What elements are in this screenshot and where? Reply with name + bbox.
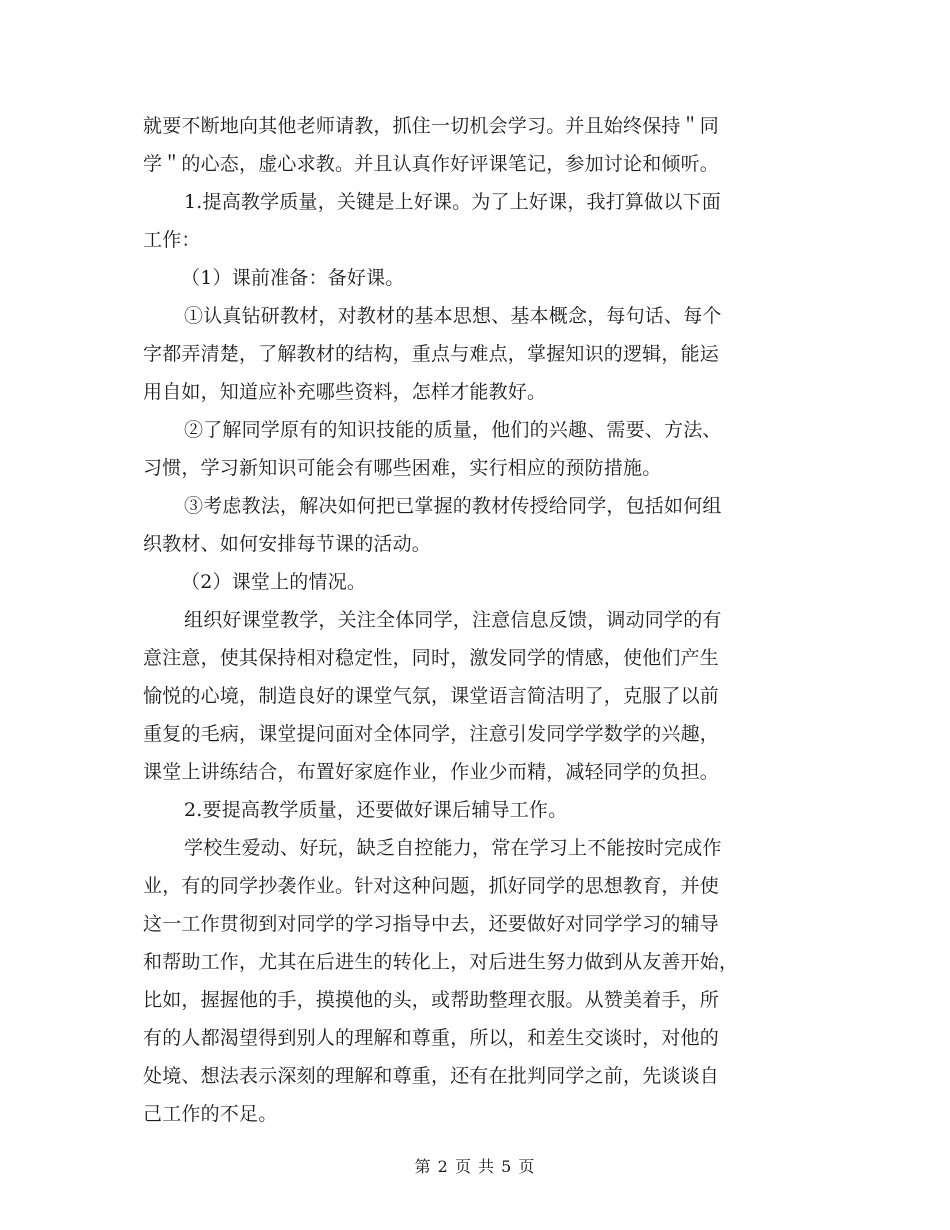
text-line: 1.提高教学质量，关键是上好课。为了上好课，我打算做以下面 xyxy=(184,191,721,213)
page-number-footer: 第 2 页 共 5 页 xyxy=(414,1157,536,1176)
text-line: 就要不断地向其他老师请教，抓住一切机会学习。并且始终保持＂同 xyxy=(143,115,720,137)
text-line: 学校生爱动、好玩，缺乏自控能力，常在学习上不能按时完成作 xyxy=(184,837,722,859)
text-line: 习惯，学习新知识可能会有哪些困难，实行相应的预防措施。 xyxy=(143,457,662,479)
text-line: ②了解同学原有的知识技能的质量，他们的兴趣、需要、方法、 xyxy=(184,419,722,441)
document-body xyxy=(143,107,808,1133)
text-line: 这一工作贯彻到对同学的学习指导中去，还要做好对同学学习的辅导 xyxy=(143,913,720,935)
text-line: 用自如，知道应补充哪些资料，怎样才能教好。 xyxy=(143,381,547,403)
text-line: 学＂的心态，虚心求教。并且认真作好评课笔记，参加讨论和倾听。 xyxy=(143,153,720,175)
text-line: 织教材、如何安排每节课的活动。 xyxy=(143,533,432,555)
text-line: 比如，握握他的手，摸摸他的头，或帮助整理衣服。从赞美着手，所 xyxy=(143,989,720,1011)
text-line: ③考虑教法，解决如何把已掌握的教材传授给同学，包括如何组 xyxy=(184,495,722,517)
text-line: 重复的毛病，课堂提问面对全体同学，注意引发同学学数学的兴趣， xyxy=(143,723,720,745)
section-heading: （2）课堂上的情况。 xyxy=(181,571,367,593)
text-line: 处境、想法表示深刻的理解和尊重，还有在批判同学之前，先谈谈自 xyxy=(143,1065,720,1087)
text-line: 业，有的同学抄袭作业。针对这种问题，抓好同学的思想教育，并使 xyxy=(143,875,720,897)
text-line: 己工作的不足。 xyxy=(143,1103,278,1125)
text-line: 和帮助工作，尤其在后进生的转化上，对后进生努力做到从友善开始， xyxy=(143,951,739,973)
section-heading: （1）课前准备：备好课。 xyxy=(181,267,405,289)
text-line: 有的人都渴望得到别人的理解和尊重，所以，和差生交谈时，对他的 xyxy=(143,1027,720,1049)
text-line: 课堂上讲练结合，布置好家庭作业，作业少而精，减轻同学的负担。 xyxy=(143,761,720,783)
text-line: 组织好课堂教学，关注全体同学，注意信息反馈，调动同学的有 xyxy=(184,609,722,631)
text-line: ①认真钻研教材，对教材的基本思想、基本概念，每句话、每个 xyxy=(184,305,722,327)
text-line: 字都弄清楚，了解教材的结构，重点与难点，掌握知识的逻辑，能运 xyxy=(143,343,720,365)
text-line: 意注意，使其保持相对稳定性，同时，激发同学的情感，使他们产生 xyxy=(143,647,720,669)
text-line: 2.要提高教学质量，还要做好课后辅导工作。 xyxy=(184,799,568,821)
text-line: 工作： xyxy=(143,229,201,251)
text-line: 愉悦的心境，制造良好的课堂气氛，课堂语言简洁明了，克服了以前 xyxy=(143,685,720,707)
